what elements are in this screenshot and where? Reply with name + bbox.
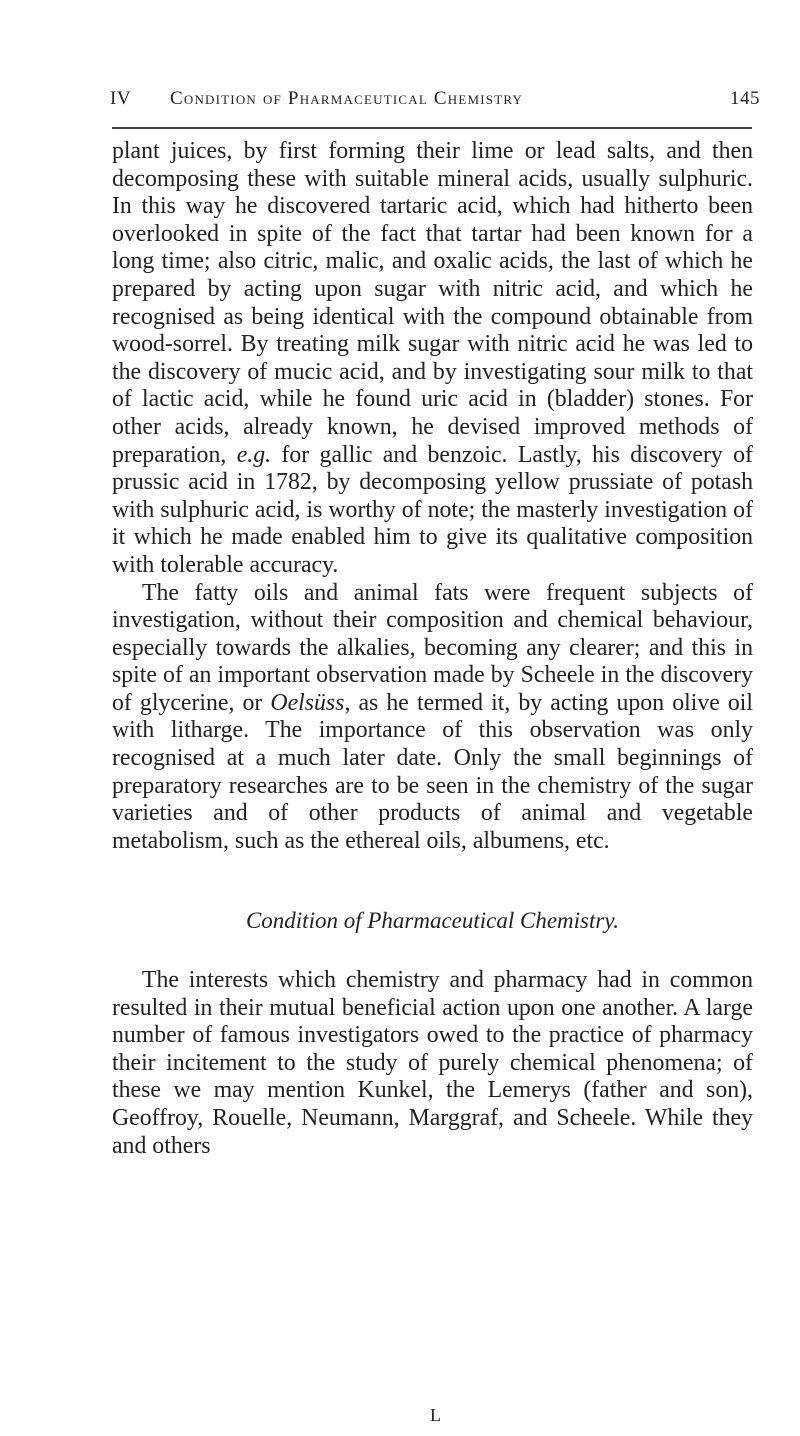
- paragraph-1: [112, 138, 753, 580]
- signature-mark: L: [430, 1405, 441, 1425]
- running-title: Condition of Pharmaceutical Chemistry: [170, 88, 524, 109]
- paragraph-2-text-a: The fatty oils and animal fats were frequent subjects of investigation, without their composition and chemical behaviour, especially towards the alkalies, becoming any clearer; and this in spite of an important observation made by Scheele in the discovery of glycerine, or: [112, 579, 753, 716]
- running-head: [110, 88, 760, 118]
- paragraph-1-abbrev-eg: e.g.: [236, 441, 272, 468]
- section-number: IV: [110, 88, 132, 109]
- header-rule: [112, 127, 752, 129]
- paragraph-2-term-oelsuss: Oelsüss: [270, 689, 345, 716]
- body-text: [112, 138, 753, 1160]
- section-heading: Condition of Pharmaceutical Chemistry.: [245, 908, 620, 934]
- paragraph-1-text-a: plant juices, by first forming their lime or lead salts, and then decomposing these with suitable mineral acids, usually sulphuric. In this way he discovered tartaric acid, which had hitherto been overlooked in spite of the fact that tartar had been known for a long time; also citric, malic, and oxalic acids, the last of which he prepared by acting upon sugar with nitric acid, and which he recognised as being identical with the compound obtainable from wood-sorrel. By treating milk sugar with nitric acid he was led to the discovery of mucic acid, and by investigating sour milk to that of lactic acid, while he found uric acid in (bladder) stones. For other acids, already known, he devised improved methods of preparation,: [112, 138, 753, 468]
- paragraph-2-text-b: , as he termed it, by acting upon olive oil with litharge. The importance of this observation was only recognised at a much later date. Only the small beginnings of preparatory researches are to be seen in the chemistry of the sugar varieties and of other products of animal and vegetable metabolism, such as the ethereal oils, albumens, etc.: [112, 689, 753, 854]
- page-number: 145: [730, 88, 760, 109]
- paragraph-3: The interests which chemistry and pharmacy had in common resulted in their mutual beneficial action upon one another. A large number of famous investigators owed to the practice of pharmacy their incitement to the study of purely chemical phenomena; of these we may mention Kunkel, the Lemerys (father and son), Geoffroy, Rouelle, Neumann, Marggraf, and Scheele. While they and others: [112, 967, 753, 1159]
- paragraph-2: [112, 580, 753, 856]
- paragraph-1-text-b: for gallic and benzoic. Lastly, his discovery of prussic acid in 1782, by decomposing yellow prussiate of potash with sulphuric acid, is worthy of note; the masterly investigation of it which he made enabled him to give its qualitative composition with tolerable accuracy.: [112, 441, 753, 578]
